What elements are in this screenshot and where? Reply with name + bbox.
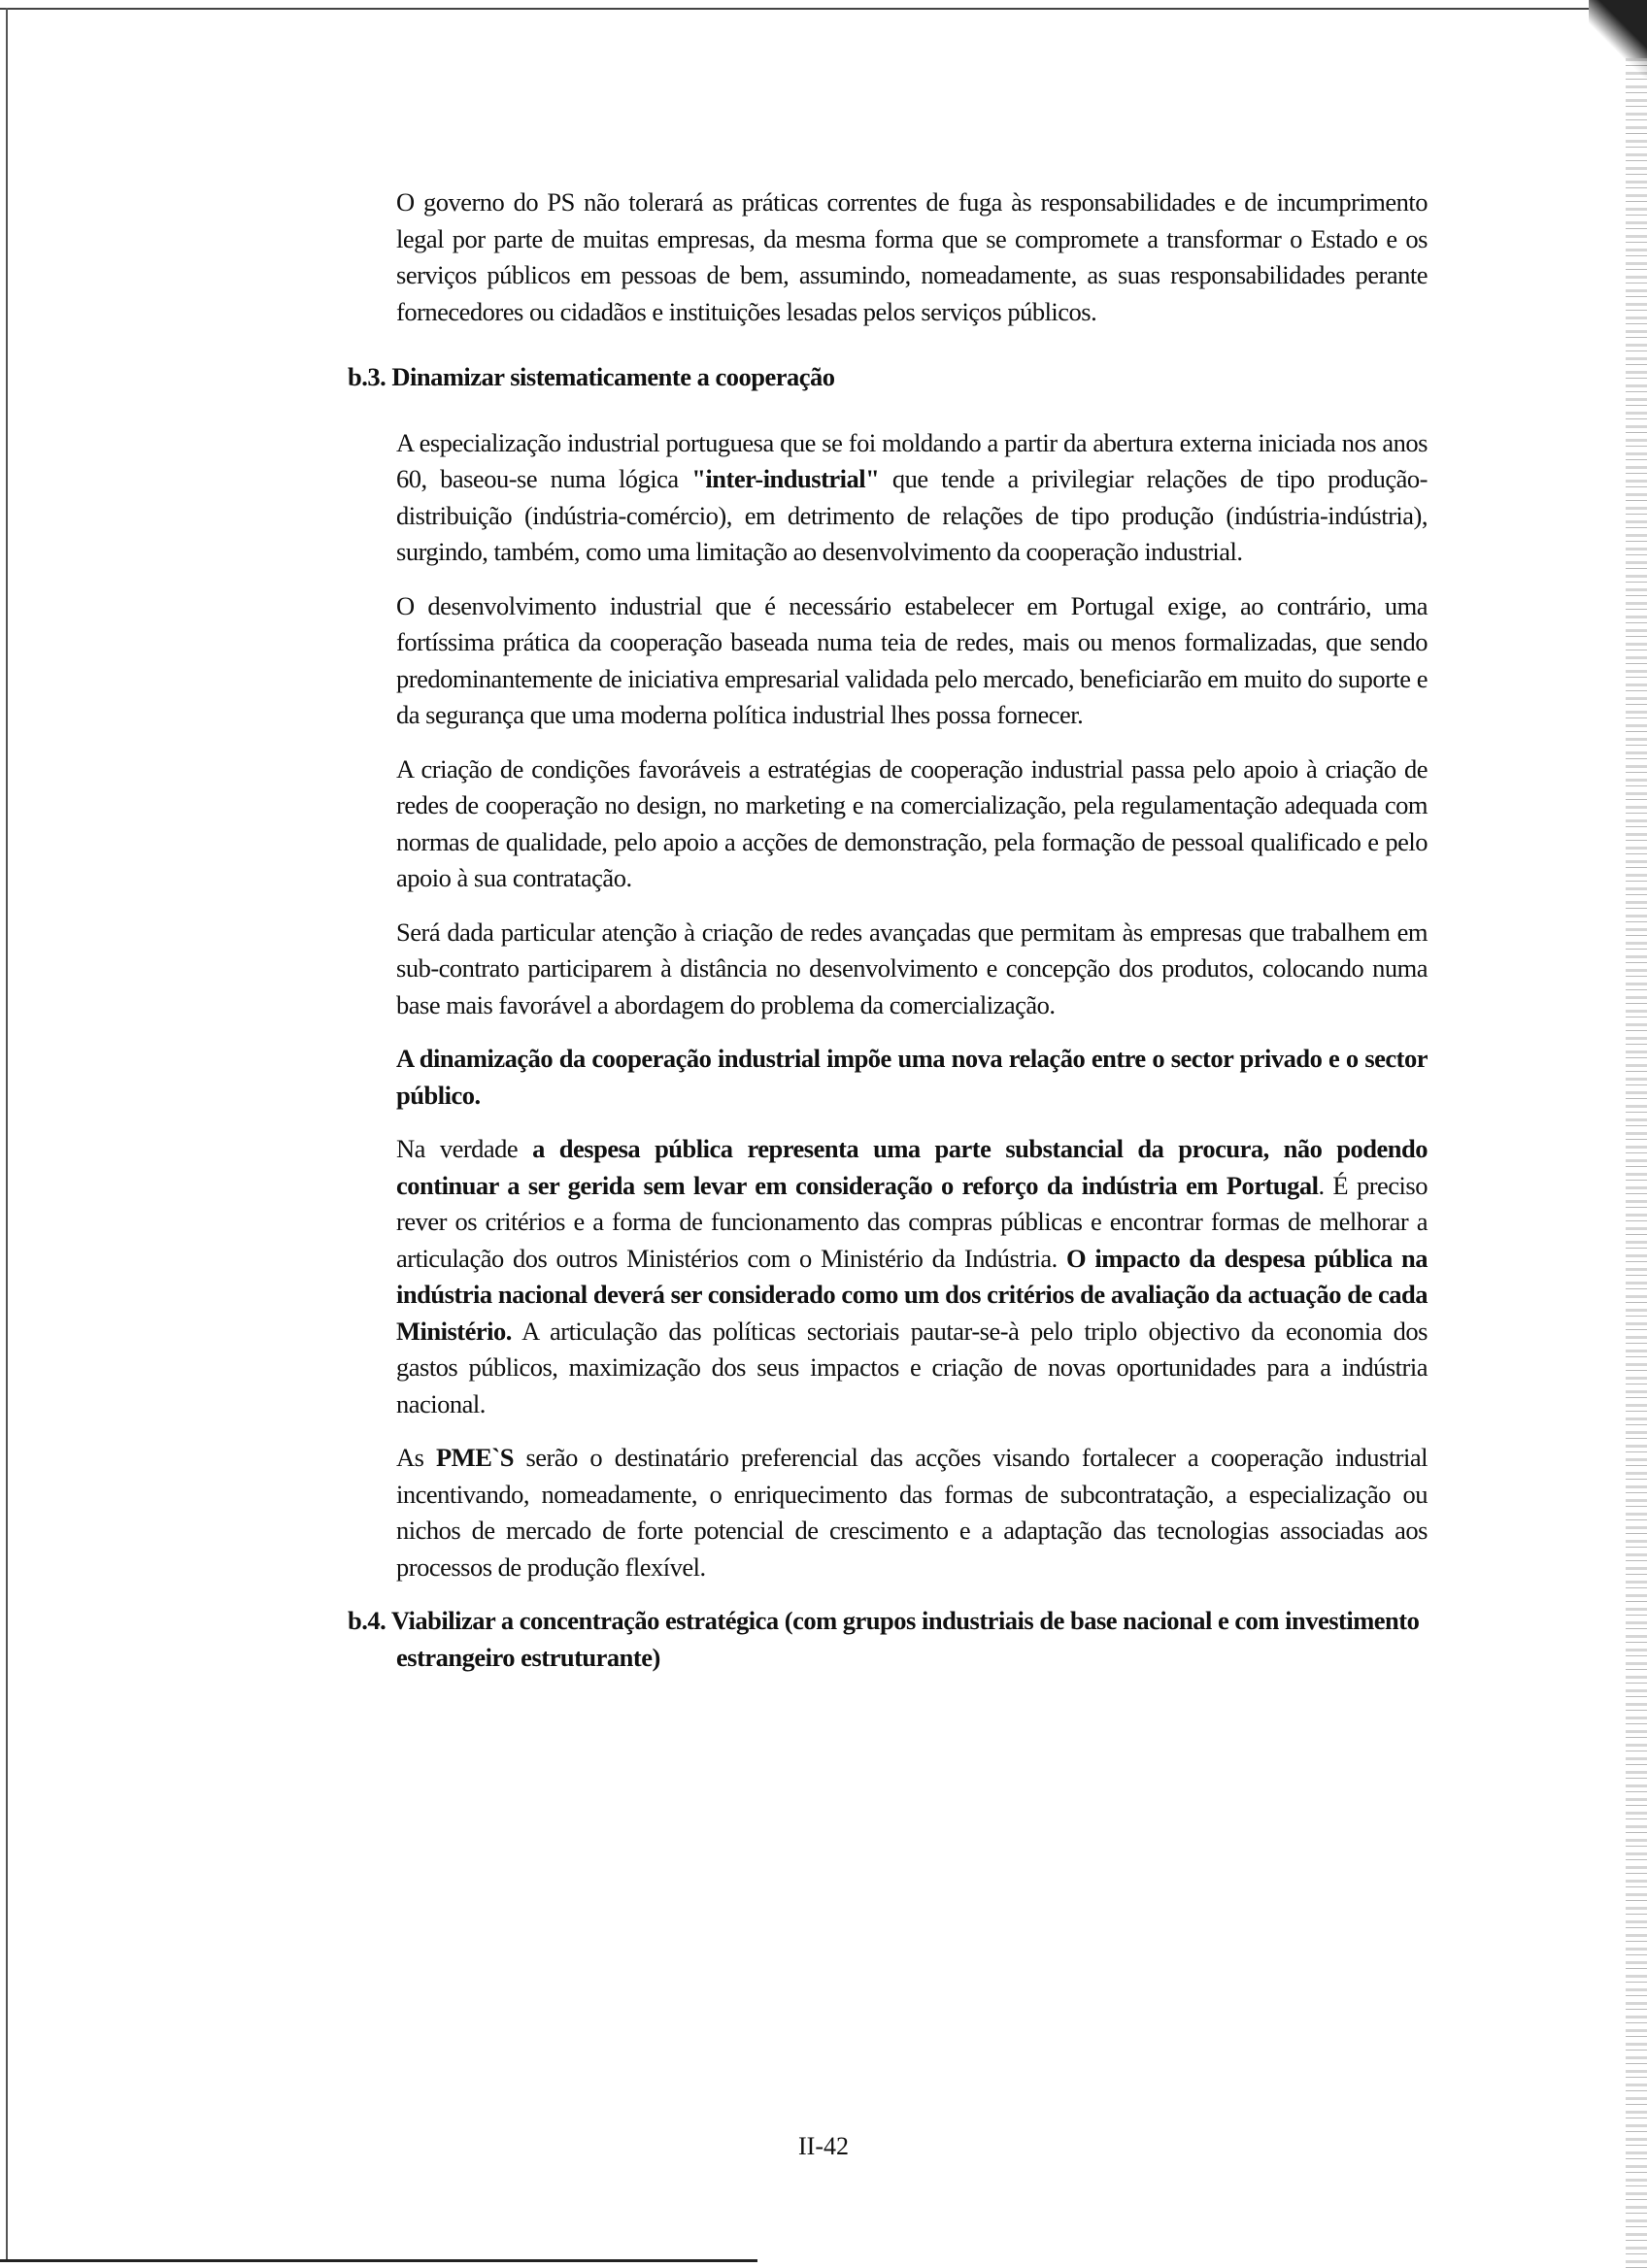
page-number: II-42 <box>798 2132 849 2160</box>
paragraph-bold <box>396 1041 1428 1114</box>
text-segment: A articulação das políticas sectoriais pautar-se-à pelo triplo objectivo da economia dos gastos públicos, maximização dos seus impactos e criação de novas oportunidades para a indústria nacional. <box>396 1316 1428 1418</box>
bold-text-segment: "inter-industrial" <box>691 464 880 493</box>
scan-right-edge <box>1626 58 1647 2268</box>
text-segment: Na verdade <box>396 1134 533 1163</box>
bold-text-segment: A dinamização da cooperação industrial impõe uma nova relação entre o sector privado e o sector público. <box>396 1044 1428 1110</box>
section-heading-b3: b.3. Dinamizar sistematicamente a cooperação <box>348 362 835 391</box>
bold-text-segment: O impacto da despesa pública na indústria nacional deverá ser considerado como um dos critérios de avaliação da actuação de cada Ministério. <box>396 1243 1428 1346</box>
paragraph <box>396 425 1428 571</box>
text-segment: . É preciso rever os critérios e a forma de funcionamento das compras públicas e encontrar formas de melhorar a articulação dos outros Ministérios com o Ministério da Indústria. <box>396 1170 1428 1273</box>
paragraph <box>396 588 1428 734</box>
text-segment: O desenvolvimento industrial que é necessário estabelecer em Portugal exige, ao contrário, uma fortíssima prática da cooperação baseada numa teia de redes, mais ou menos formalizadas, que sendo predominantemente de iniciativa empresarial validada pelo mercado, beneficiarão em muito do suporte e da segurança que uma moderna política industrial lhes possa fornecer. <box>396 590 1428 729</box>
text-segment: serão o destinatário preferencial das acções visando fortalecer a cooperação industrial incentivando, nomeadamente, o enriquecimento das formas de subcontratação, a especialização ou nichos de mercado de forte potencial de crescimento e a adaptação das tecnologias associadas aos processos de produção flexível. <box>396 1443 1428 1582</box>
page-body <box>348 184 1428 1676</box>
text-segment: As <box>396 1443 436 1472</box>
scan-border-top <box>0 8 1593 10</box>
text-segment: O governo do PS não tolerará as práticas correntes de fuga às responsabilidades e de incumprimento legal por parte de muitas empresas, da mesma forma que se compromete a transformar o Estado e os serviços públicos em pessoas de bem, assumindo, nomeadamente, as suas responsabilidades perante fornecedores ou cidadãos e instituições lesadas pelos serviços públicos. <box>396 187 1428 326</box>
bold-text-segment: a despesa pública representa uma parte substancial da procura, não podendo continuar a ser gerida sem levar em consideração o reforço da indústria em Portugal <box>396 1134 1428 1200</box>
text-segment: A especialização industrial portuguesa que se foi moldando a partir da abertura externa iniciada nos anos 60, baseou-se numa lógica <box>396 427 1428 493</box>
paragraph <box>396 1131 1428 1422</box>
scan-border-left <box>6 8 8 2260</box>
paragraph <box>396 915 1428 1024</box>
text-segment: A criação de condições favoráveis a estratégias de cooperação industrial passa pelo apoio à criação de redes de cooperação no design, no marketing e na comercialização, pela regulamentação adequada com normas de qualidade, pelo apoio a acções de demonstração, pela formação de pessoal qualificado e pelo apoio à sua contratação. <box>396 753 1428 892</box>
paragraph <box>396 751 1428 897</box>
text-segment: que tende a privilegiar relações de tipo produção-distribuição (indústria-comércio), em detrimento de relações de tipo produção (indústria-indústria), surgindo, também, como uma limitação ao desenvolvimento da cooperação industrial. <box>396 464 1428 566</box>
scan-border-bottom <box>0 2259 757 2262</box>
bold-text-segment: PME`S <box>436 1443 514 1472</box>
paragraph <box>396 184 1428 330</box>
section-heading-b4: b.4. Viabilizar a concentração estratégica (com grupos industriais de base nacional e com investimento estrangeiro estruturante) <box>348 1606 1420 1672</box>
text-segment: Será dada particular atenção à criação de redes avançadas que permitam às empresas que trabalhem em sub-contrato participarem à distância no desenvolvimento e concepção dos produtos, colocando numa base mais favorável a abordagem do problema da comercialização. <box>396 917 1428 1019</box>
paragraph <box>396 1440 1428 1585</box>
